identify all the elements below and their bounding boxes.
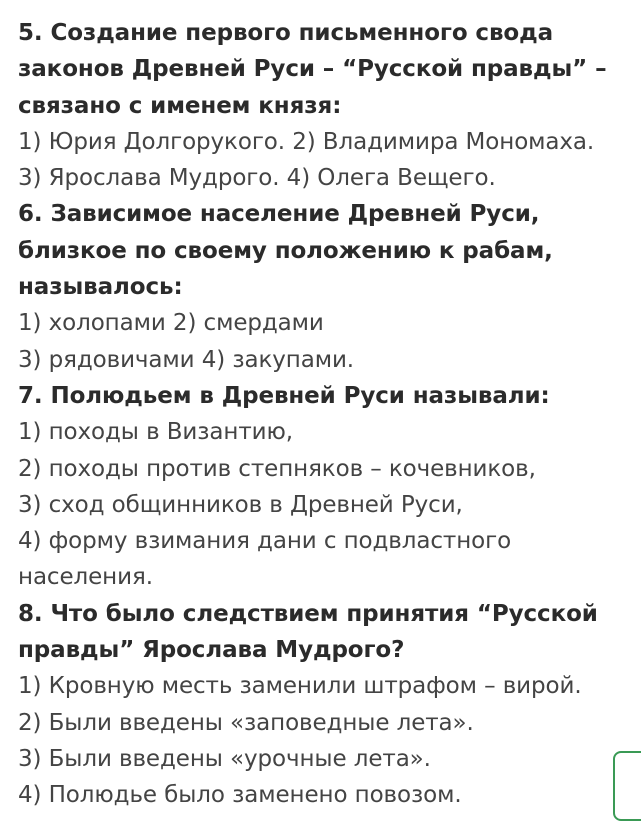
answer-option: 1) походы в Византию, xyxy=(18,419,293,446)
question-title-line: 7. Полюдьем в Древней Руси называли: xyxy=(18,382,550,409)
answer-options-line: 1) холопами 2) смердами xyxy=(18,310,324,337)
question-title-line: близкое по своему положению к рабам, xyxy=(18,237,553,264)
question-7 xyxy=(18,378,633,596)
question-title-line: 6. Зависимое население Древней Руси, xyxy=(18,201,540,228)
question-title-line: называлось: xyxy=(18,274,183,301)
answer-option: 3) сход общинников в Древней Руси, xyxy=(18,491,463,518)
answer-options-line: 3) Ярослава Мудрого. 4) Олега Вещего. xyxy=(18,165,496,192)
question-title-line: 8. Что было следствием принятия “Русской xyxy=(18,600,598,627)
question-6 xyxy=(18,196,633,377)
answer-option: 4) форму взимания дани с подвластного xyxy=(18,528,512,555)
question-8 xyxy=(18,596,633,814)
answer-options-line: 1) Юрия Долгорукого. 2) Владимира Мономаха. xyxy=(18,128,595,155)
answer-option: 3) Были введены «урочные лета». xyxy=(18,745,431,772)
question-title-line: 5. Создание первого письменного свода xyxy=(18,20,554,46)
corner-tab-button[interactable] xyxy=(613,751,641,821)
answer-options-line: 3) рядовичами 4) закупами. xyxy=(18,346,355,373)
question-5 xyxy=(18,15,633,196)
question-title-line: связано с именем князя: xyxy=(18,92,342,119)
question-title-line: законов Древней Руси – “Русской правды” – xyxy=(18,56,607,83)
test-document xyxy=(18,15,633,814)
answer-option: 4) Полюдье было заменено повозом. xyxy=(18,782,462,809)
answer-option: 1) Кровную месть заменили штрафом – вирой. xyxy=(18,673,582,700)
answer-option: 2) походы против степняков – кочевников, xyxy=(18,455,536,482)
answer-option-continuation: населения. xyxy=(18,564,153,591)
answer-option: 2) Были введены «заповедные лета». xyxy=(18,709,474,736)
question-title-line: правды” Ярослава Мудрого? xyxy=(18,637,405,664)
